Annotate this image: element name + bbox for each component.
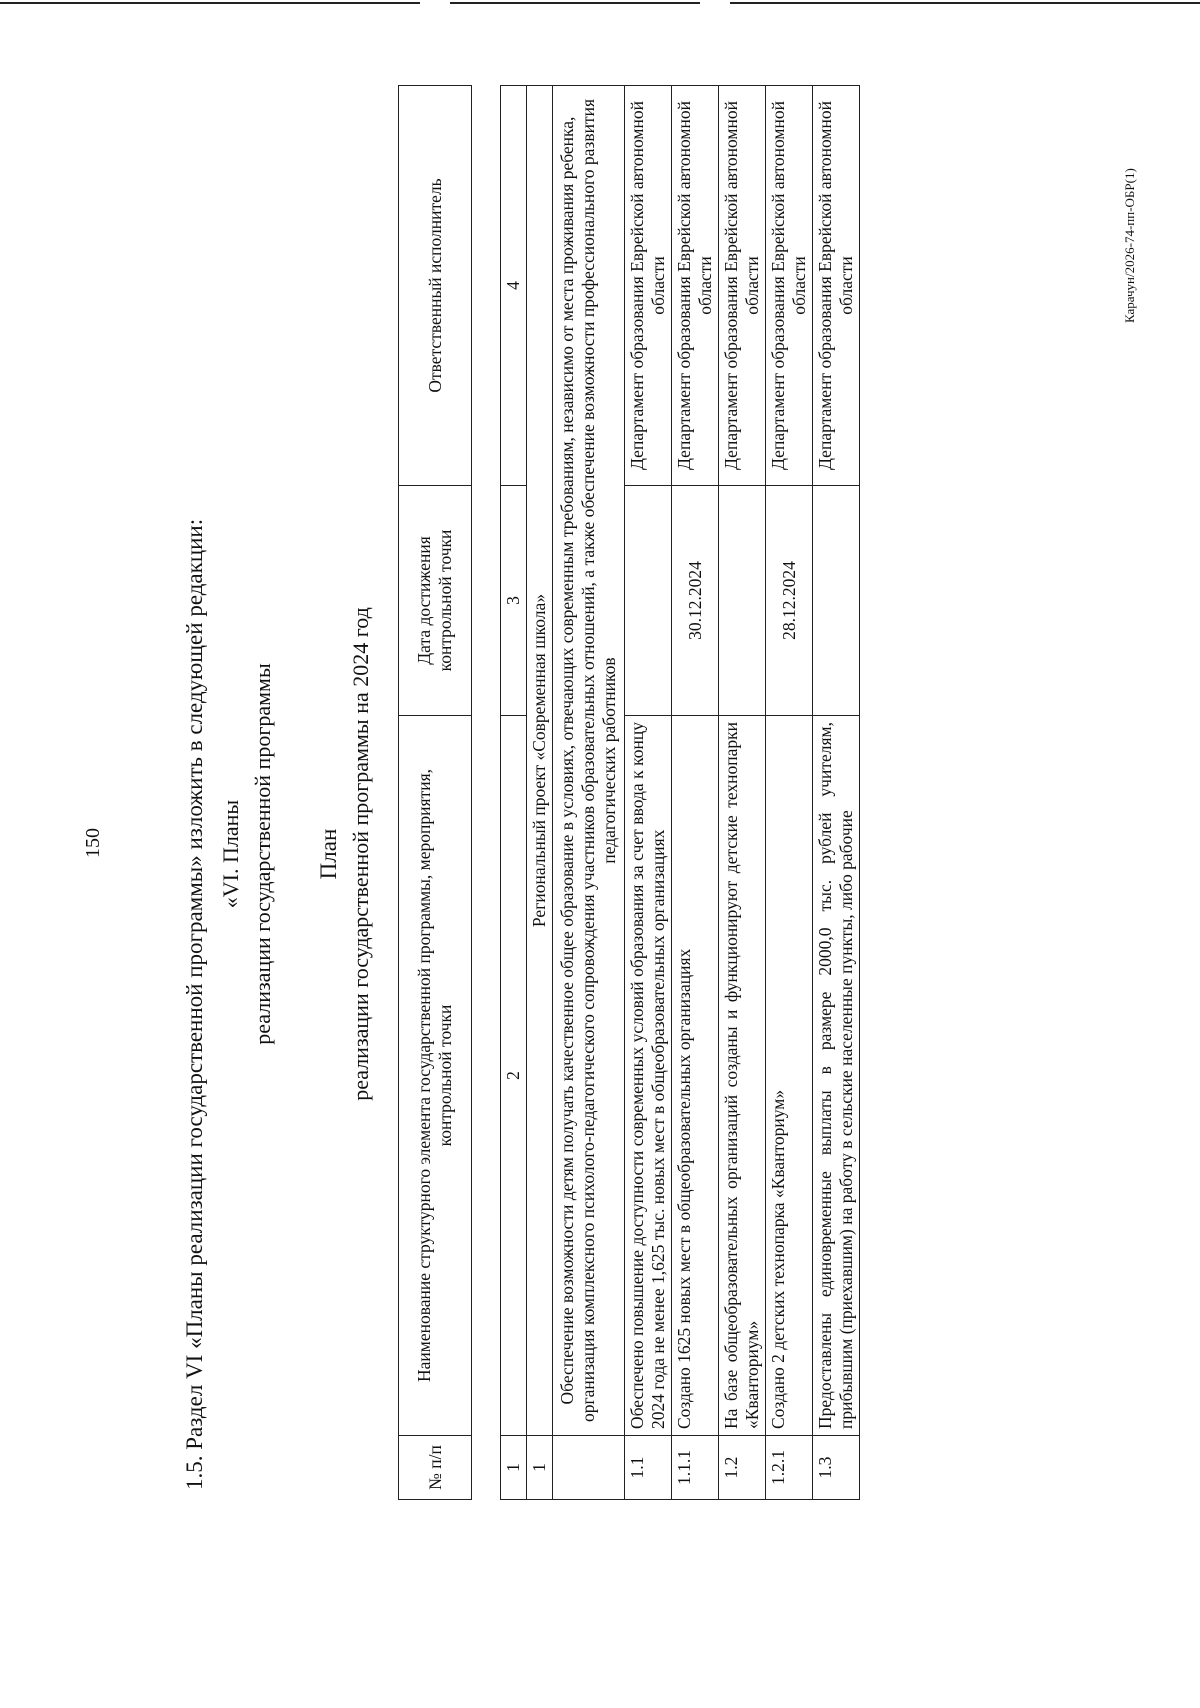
page-number: 150 (82, 828, 104, 858)
row-exec: Департамент образования Еврейской автономной области (719, 86, 766, 486)
header-row (399, 86, 472, 1500)
table-row (766, 86, 813, 1500)
header-num: № п/п (399, 1436, 472, 1500)
header-date: Дата достижения контрольной точки (399, 486, 472, 716)
col-number: 1 (501, 1436, 527, 1500)
table-row (672, 86, 719, 1500)
header-name: Наименование структурного элемента государственной программы, мероприятия, контрольной точки (399, 716, 472, 1436)
row-num: 1.2.1 (766, 1436, 813, 1500)
row-num: 1.3 (813, 1436, 860, 1500)
project-title-row (527, 86, 553, 1500)
col-number: 2 (501, 716, 527, 1436)
col-number: 4 (501, 86, 527, 486)
table-row (719, 86, 766, 1500)
section-title: «VI. Планы (218, 799, 243, 909)
plan-subtitle: реализации государственной программы на 2024 год (348, 607, 373, 1101)
table-row (625, 86, 672, 1500)
row-name: Создано 1625 новых мест в общеобразовательных организациях (672, 716, 719, 1436)
empty-cell (553, 1436, 625, 1500)
row-date: 30.12.2024 (672, 486, 719, 716)
project-goal-row (553, 86, 625, 1500)
project-goal: Обеспечение возможности детям получать качественное общее образование в условиях, отвечающих современным требованиям, независимо от места проживания ребенка, организация комплексного психолого-педагогического сопровождения участников образовательных отношений, а также обеспечение возможности профессионального развития педагогических работников (553, 86, 625, 1436)
row-exec: Департамент образования Еврейской автономной области (625, 86, 672, 486)
row-name: Создано 2 детских технопарка «Кванториум» (766, 716, 813, 1436)
row-name: Предоставлены единовременные выплаты в размере 2000,0 тыс. рублей учителям, прибывшим (приехавшим) на работу в сельские населенные пункты, либо рабочие (813, 716, 860, 1436)
plan-title: План (316, 828, 341, 880)
column-number-row (501, 86, 527, 1500)
col-number: 3 (501, 486, 527, 716)
row-exec: Департамент образования Еврейской автономной области (672, 86, 719, 486)
row-exec: Департамент образования Еврейской автономной области (813, 86, 860, 486)
header-exec: Ответственный исполнитель (399, 86, 472, 486)
row-date: 28.12.2024 (766, 486, 813, 716)
row-exec: Департамент образования Еврейской автономной области (766, 86, 813, 486)
row-date (625, 486, 672, 716)
document-code: Карачун/2026-74-пп-ОБР(1) (1122, 168, 1137, 323)
project-num: 1 (527, 1436, 553, 1500)
row-date (719, 486, 766, 716)
row-num: 1.2 (719, 1436, 766, 1500)
table-header (398, 85, 472, 1500)
amendment-heading: 1.5. Раздел VI «Планы реализации государственной программы» изложить в следующей редакции: (182, 518, 207, 1490)
row-date (813, 486, 860, 716)
row-num: 1.1 (625, 1436, 672, 1500)
project-title: Региональный проект «Современная школа» (527, 86, 553, 1436)
section-subtitle: реализации государственной программы (250, 663, 275, 1045)
row-name: Обеспечено повышение доступности современных условий образования за счет ввода к концу 2024 года не менее 1,625 тыс. новых мест в общеобразовательных организациях (625, 716, 672, 1436)
plan-table (500, 85, 860, 1500)
row-name: На базе общеобразовательных организаций созданы и функционируют детские технопарки «Кванториум» (719, 716, 766, 1436)
row-num: 1.1.1 (672, 1436, 719, 1500)
table-row (813, 86, 860, 1500)
